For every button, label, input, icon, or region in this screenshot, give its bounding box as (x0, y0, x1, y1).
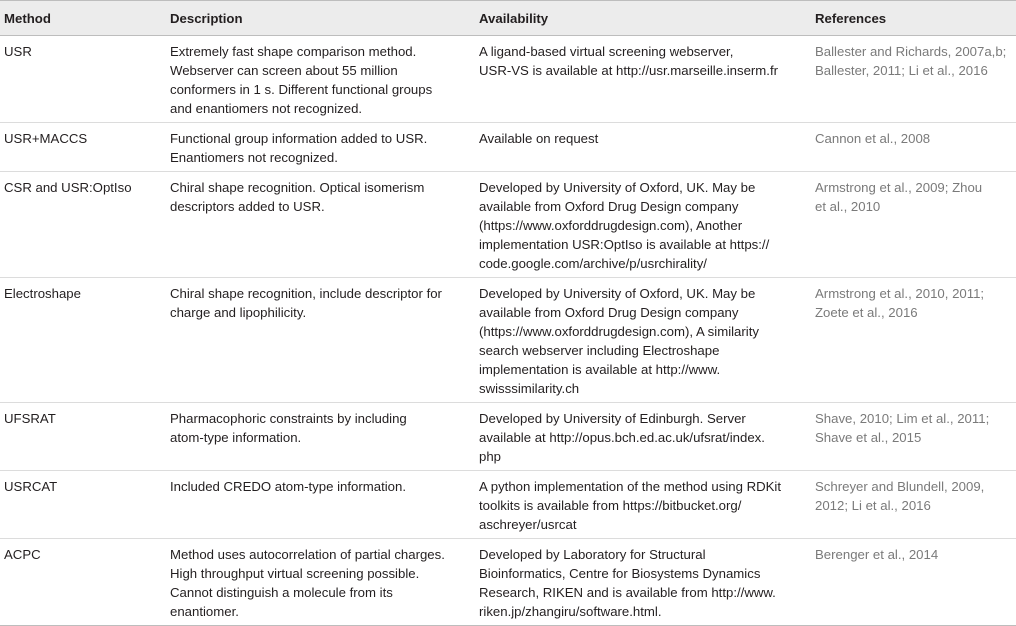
availability-line: Developed by Laboratory for Structural (479, 547, 706, 562)
description-line: Webserver can screen about 55 million (170, 63, 398, 78)
availability-line: available from Oxford Drug Design company (479, 305, 739, 320)
references-line: et al., 2010 (815, 199, 881, 214)
description-line: atom-type information. (170, 430, 302, 445)
availability-line: available from Oxford Drug Design company (479, 199, 739, 214)
cell-availability (475, 471, 811, 539)
availability-line: Developed by University of Oxford, UK. May be (479, 286, 756, 301)
availability-line: (https://www.oxforddrugdesign.com), Another (479, 218, 743, 233)
method-line: CSR and USR:OptIso (4, 180, 132, 195)
table-row (0, 36, 1016, 123)
description-line: Cannot distinguish a molecule from its (170, 585, 393, 600)
references-line: Cannon et al., 2008 (815, 131, 931, 146)
table-body (0, 36, 1016, 626)
cell-availability (475, 123, 811, 172)
availability-line: (https://www.oxforddrugdesign.com), A similarity (479, 324, 759, 339)
cell-references (811, 123, 1016, 172)
method-line: USR+MACCS (4, 131, 88, 146)
description-line: Included CREDO atom-type information. (170, 479, 407, 494)
table-row (0, 172, 1016, 278)
availability-line: A python implementation of the method using RDKit (479, 479, 782, 494)
description-line: Extremely fast shape comparison method. (170, 44, 417, 59)
cell-description (166, 539, 475, 626)
header-method: Method (4, 10, 51, 26)
cell-references (811, 36, 1016, 123)
references-line: Armstrong et al., 2010, 2011; (815, 286, 985, 301)
availability-line: USR-VS is available at http://usr.marseille.inserm.fr (479, 63, 779, 78)
cell-method (0, 539, 166, 626)
availability-line: search webserver including Electroshape (479, 343, 720, 358)
header-row (0, 1, 1016, 36)
cell-method (0, 172, 166, 278)
availability-line: Bioinformatics, Centre for Biosystems Dynamics (479, 566, 761, 581)
references-line: Schreyer and Blundell, 2009, (815, 479, 985, 494)
availability-line: riken.jp/zhangiru/software.html. (479, 604, 662, 619)
method-line: Electroshape (4, 286, 81, 301)
description-line: Method uses autocorrelation of partial charges. (170, 547, 445, 562)
header-description: Description (170, 10, 243, 26)
references-line: 2012; Li et al., 2016 (815, 498, 931, 513)
cell-references (811, 403, 1016, 471)
availability-line: php (479, 449, 502, 464)
cell-method (0, 471, 166, 539)
description-line: enantiomer. (170, 604, 239, 619)
availability-line: implementation USR:OptIso is available at https:// (479, 237, 770, 252)
description-line: and enantiomers not recognized. (170, 101, 363, 116)
references-line: Ballester and Richards, 2007a,b; (815, 44, 1007, 59)
table-row (0, 539, 1016, 626)
description-line: Enantiomers not recognized. (170, 150, 338, 165)
header-availability: Availability (479, 10, 549, 26)
cell-description (166, 123, 475, 172)
method-line: USRCAT (4, 479, 58, 494)
description-line: Chiral shape recognition, include descriptor for (170, 286, 442, 301)
method-line: UFSRAT (4, 411, 56, 426)
cell-references (811, 471, 1016, 539)
cell-method (0, 36, 166, 123)
cell-availability (475, 36, 811, 123)
references-line: Armstrong et al., 2009; Zhou (815, 180, 983, 195)
cell-description (166, 172, 475, 278)
description-line: charge and lipophilicity. (170, 305, 307, 320)
description-line: descriptors added to USR. (170, 199, 325, 214)
table-row (0, 403, 1016, 471)
cell-description (166, 471, 475, 539)
table-row (0, 123, 1016, 172)
cell-description (166, 36, 475, 123)
table-row (0, 471, 1016, 539)
references-line: Shave et al., 2015 (815, 430, 922, 445)
cell-availability (475, 539, 811, 626)
cell-availability (475, 403, 811, 471)
availability-line: swisssimilarity.ch (479, 381, 580, 396)
table-header (0, 1, 1016, 36)
cell-availability (475, 172, 811, 278)
description-line: Chiral shape recognition. Optical isomerism (170, 180, 425, 195)
cell-references (811, 539, 1016, 626)
availability-line: Research, RIKEN and is available from http://www. (479, 585, 776, 600)
cell-method (0, 403, 166, 471)
availability-line: implementation is available at http://www. (479, 362, 721, 377)
header-references: References (815, 10, 887, 26)
description-line: Pharmacophoric constraints by including (170, 411, 407, 426)
method-line: USR (4, 44, 32, 59)
description-line: conformers in 1 s. Different functional groups (170, 82, 433, 97)
cell-method (0, 123, 166, 172)
availability-line: A ligand-based virtual screening webserver, (479, 44, 734, 59)
cell-references (811, 278, 1016, 403)
cell-description (166, 403, 475, 471)
availability-line: Available on request (479, 131, 599, 146)
references-line: Berenger et al., 2014 (815, 547, 939, 562)
description-line: Functional group information added to USR. (170, 131, 428, 146)
cell-method (0, 278, 166, 403)
cell-availability (475, 278, 811, 403)
references-line: Ballester, 2011; Li et al., 2016 (815, 63, 988, 78)
cell-description (166, 278, 475, 403)
table-row (0, 278, 1016, 403)
availability-line: code.google.com/archive/p/usrchirality/ (479, 256, 707, 271)
availability-line: aschreyer/usrcat (479, 517, 577, 532)
method-line: ACPC (4, 547, 41, 562)
availability-line: toolkits is available from https://bitbucket.org/ (479, 498, 742, 513)
references-line: Shave, 2010; Lim et al., 2011; (815, 411, 990, 426)
availability-line: available at http://opus.bch.ed.ac.uk/ufsrat/index. (479, 430, 765, 445)
cell-references (811, 172, 1016, 278)
description-line: High throughput virtual screening possible. (170, 566, 420, 581)
availability-line: Developed by University of Edinburgh. Server (479, 411, 746, 426)
references-line: Zoete et al., 2016 (815, 305, 918, 320)
availability-line: Developed by University of Oxford, UK. May be (479, 180, 756, 195)
